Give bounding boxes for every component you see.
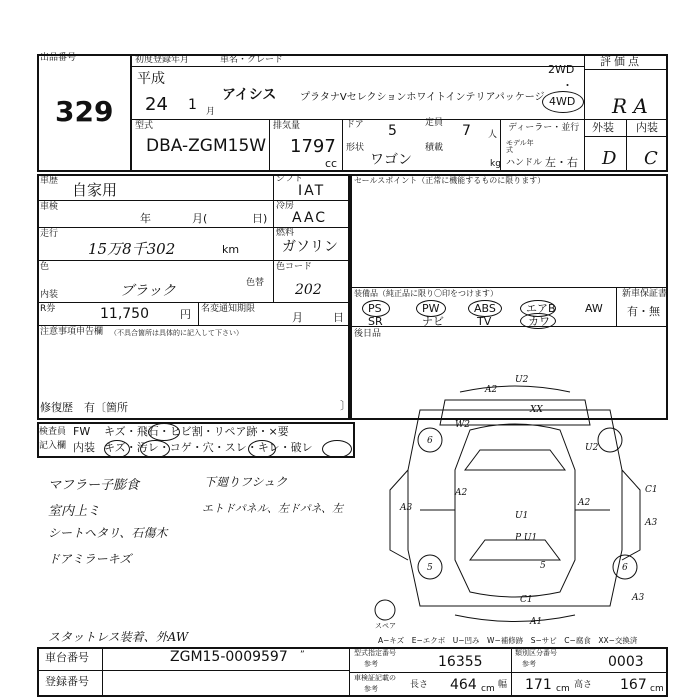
mark-5-rear: 5 bbox=[540, 561, 546, 571]
equip-aw: AW bbox=[585, 302, 603, 315]
reg-month-unit: 月 bbox=[206, 107, 216, 117]
size-sub: 参考 bbox=[364, 685, 378, 693]
equip-airbag: エアB bbox=[526, 302, 556, 315]
inspector-label-2: 記入欄 bbox=[39, 441, 67, 451]
spare-label: スペア bbox=[375, 622, 396, 630]
car-name: アイシス bbox=[222, 87, 277, 103]
body-label: 形状 bbox=[346, 143, 365, 153]
mark-w2: W2 bbox=[455, 420, 470, 430]
doors: 5 bbox=[388, 123, 397, 139]
int-tear-circle bbox=[322, 440, 352, 458]
note-panel: エトドパネル、左ドパネ、左 bbox=[202, 502, 344, 515]
size-label: 車検証記載の bbox=[354, 674, 396, 682]
width-label: 幅 bbox=[498, 680, 508, 690]
class-label: 類別区分番号 bbox=[515, 649, 557, 657]
reg-label: 登録番号 bbox=[45, 675, 89, 688]
handle: 左・右 bbox=[545, 156, 578, 169]
shift: IAT bbox=[298, 183, 326, 199]
notes-sub: （不具合箇所は具体的に記入して下さい） bbox=[110, 329, 243, 337]
mileage: 15万8千302 bbox=[88, 240, 176, 258]
dealer-label: ディーラー・並行 bbox=[508, 123, 580, 133]
drive-4wd: 4WD bbox=[549, 95, 576, 108]
interior-label: 内装 bbox=[40, 290, 59, 300]
displacement-label: 排気量 bbox=[273, 121, 301, 131]
sales-point-label: セールスポイント（正常に機能するものに限ります） bbox=[354, 176, 546, 185]
mark-a2-left: A2 bbox=[455, 488, 468, 498]
body-type: ワゴン bbox=[370, 152, 412, 168]
mark-wheel-5-rl: 5 bbox=[427, 563, 433, 573]
warranty-label: 新車保証書 bbox=[622, 289, 668, 299]
drive-4wd-circle bbox=[542, 91, 584, 113]
equipment-label: 装備品（純正品に限り〇印をつけます） bbox=[354, 289, 498, 298]
equip-sr: SR bbox=[368, 315, 383, 328]
note-interior: 室内上ミ bbox=[48, 504, 101, 519]
fuel-label: 燃料 bbox=[276, 228, 295, 238]
width-unit: cm bbox=[556, 684, 570, 694]
chassis-label: 車台番号 bbox=[45, 651, 89, 664]
yen-unit: 円 bbox=[180, 308, 191, 321]
inspector-label-1: 検査員 bbox=[39, 427, 67, 437]
class-sub: 参考 bbox=[522, 660, 536, 668]
int-rub-circle bbox=[248, 440, 276, 458]
mark-xx: XX bbox=[530, 405, 543, 415]
fw-stone-circle bbox=[148, 423, 180, 441]
score-ext: D bbox=[602, 148, 617, 169]
type-no: 16355 bbox=[438, 654, 483, 670]
capacity-label: 定員 bbox=[425, 118, 444, 128]
color-no-label: 色替 bbox=[246, 278, 265, 288]
spare-tire bbox=[375, 600, 395, 620]
equip-leather: カワ bbox=[528, 315, 550, 328]
int-scratch-circle bbox=[104, 440, 130, 458]
damage-legend: A−キズ E−エクボ U−凹み W−補修跡 S−サビ C−腐食 XX−交換済 bbox=[378, 636, 638, 645]
equip-ps-circle bbox=[362, 300, 390, 317]
lot-number: 329 bbox=[55, 95, 114, 128]
mark-a3-left: A3 bbox=[400, 503, 413, 513]
mark-6-rear: 6 bbox=[622, 563, 628, 573]
color-code: 202 bbox=[295, 282, 322, 298]
shift-label: シフト bbox=[276, 174, 304, 184]
doors-label: ドア bbox=[346, 120, 364, 130]
equip-pw-circle bbox=[416, 300, 446, 317]
equip-leather-circle bbox=[520, 313, 556, 329]
equip-abs-circle bbox=[468, 300, 502, 317]
type-no-label: 型式指定番号 bbox=[354, 649, 396, 657]
mileage-label: 走行 bbox=[40, 229, 59, 239]
capacity: 7 bbox=[462, 123, 471, 139]
ac: AAC bbox=[292, 210, 328, 226]
type-no-sub: 参考 bbox=[364, 660, 378, 668]
color-label: 色 bbox=[40, 262, 50, 272]
fw-label: FW bbox=[73, 425, 91, 438]
inspection-label: 車検 bbox=[40, 202, 59, 212]
score-ext-label: 外装 bbox=[592, 121, 614, 134]
height-label: 高さ bbox=[574, 680, 593, 690]
capacity-unit: 人 bbox=[488, 130, 498, 140]
drive-dot: ・ bbox=[562, 79, 573, 92]
mark-a2-top: A2 bbox=[485, 385, 498, 395]
note-mirror: ドアミラーキズ bbox=[48, 552, 132, 566]
score-int-label: 内装 bbox=[636, 121, 658, 134]
equip-ps: PS bbox=[368, 302, 382, 315]
length-unit: cm bbox=[481, 684, 495, 694]
mark-c1-rear: C1 bbox=[520, 595, 533, 605]
mark-wheel-6-fl: 6 bbox=[427, 436, 433, 446]
model-year-label: モデル年式 bbox=[506, 139, 534, 154]
inspection-month: 月( bbox=[192, 212, 208, 225]
notice-day: 日 bbox=[333, 311, 344, 324]
history: 自家用 bbox=[72, 181, 118, 199]
chassis-number: ZGM15-0009597 bbox=[170, 649, 288, 665]
length: 464 bbox=[450, 677, 477, 693]
mark-a3-right: A3 bbox=[645, 518, 658, 528]
reg-year: 24 bbox=[145, 94, 168, 115]
warranty: 有・無 bbox=[627, 305, 660, 318]
mark-a1: A1 bbox=[530, 617, 543, 627]
note-studless: スタットレス装着、外AW bbox=[48, 630, 189, 644]
repair-history: 修復歴 有〔箇所 bbox=[40, 401, 128, 414]
note-underbody: 下廻りフシュク bbox=[204, 475, 288, 489]
lot-label: 出品番号 bbox=[40, 53, 77, 63]
equip-tv: TV bbox=[477, 315, 492, 328]
first-reg-label: 初度登録年月 bbox=[135, 55, 190, 65]
ac-label: 冷房 bbox=[276, 201, 295, 211]
wheel-front-right bbox=[598, 428, 622, 452]
int-label: 内装 bbox=[73, 441, 95, 454]
drive-2wd: 2WD bbox=[548, 63, 575, 76]
history-label: 車歴 bbox=[40, 176, 59, 186]
car-name-label: 車名・グレード bbox=[220, 55, 284, 65]
chassis-suffix: ” bbox=[300, 650, 305, 660]
displacement: 1797 bbox=[290, 136, 336, 157]
mark-a3-rear: A3 bbox=[632, 593, 645, 603]
height: 167 bbox=[620, 677, 647, 693]
recycle: 11,750 bbox=[100, 306, 149, 322]
fuel: ガソリン bbox=[282, 239, 338, 255]
recycle-label: R券 bbox=[40, 304, 56, 314]
width: 171 bbox=[525, 677, 552, 693]
inspection-day: 日) bbox=[252, 212, 268, 225]
repair-history-end: 〕 bbox=[340, 399, 351, 412]
note-seat: シートヘタリ、石傷木 bbox=[48, 526, 168, 540]
mark-c1-right: C1 bbox=[645, 485, 658, 495]
car-damage-diagram bbox=[360, 370, 680, 638]
model-label: 型式 bbox=[135, 121, 154, 131]
handle-label: ハンドル bbox=[506, 158, 543, 168]
int-items: キズ・汚レ・コゲ・穴・スレ・キレ・破レ bbox=[104, 441, 313, 454]
color: ブラック bbox=[120, 283, 176, 299]
reg-month: 1 bbox=[188, 97, 197, 113]
score-title: 評価点 bbox=[600, 55, 642, 68]
km-unit: km bbox=[222, 243, 240, 256]
model: DBA-ZGM15W bbox=[146, 136, 267, 156]
mark-u2-top: U2 bbox=[515, 375, 529, 385]
cc-unit: cc bbox=[325, 157, 338, 170]
rear-seat-label: 後日品 bbox=[354, 329, 382, 339]
length-label: 長さ bbox=[410, 680, 429, 690]
color-code-label: 色コード bbox=[276, 262, 313, 272]
mark-pu1: P U1 bbox=[515, 533, 538, 543]
equip-abs: ABS bbox=[474, 302, 496, 315]
mark-a2-right: A2 bbox=[578, 498, 591, 508]
equip-navi: ナビ bbox=[422, 315, 444, 328]
score-int: C bbox=[644, 148, 658, 169]
notice-label: 名変通知期限 bbox=[201, 304, 256, 314]
height-unit: cm bbox=[650, 684, 664, 694]
equip-pw: PW bbox=[422, 302, 440, 315]
era: 平成 bbox=[137, 71, 165, 87]
mark-u2-right: U2 bbox=[585, 443, 599, 453]
notes-label: 注意事項申告欄 bbox=[40, 327, 104, 337]
load-label: 積載 bbox=[425, 143, 444, 153]
note-muffler: マフラー子膨食 bbox=[48, 478, 140, 493]
score-value: R A bbox=[612, 94, 648, 118]
kg-unit: kg bbox=[490, 159, 501, 169]
fw-items: キズ・飛石・ヒビ割・リペア跡・×要 bbox=[104, 425, 289, 438]
class-no: 0003 bbox=[608, 654, 644, 670]
inspection-year: 年 bbox=[140, 212, 151, 225]
int-dirt-circle bbox=[140, 440, 170, 458]
grade: プラタナVセレクションホワイトインテリアパッケージ bbox=[300, 92, 545, 103]
mark-u1: U1 bbox=[515, 511, 529, 521]
notice-month: 月 bbox=[292, 311, 303, 324]
